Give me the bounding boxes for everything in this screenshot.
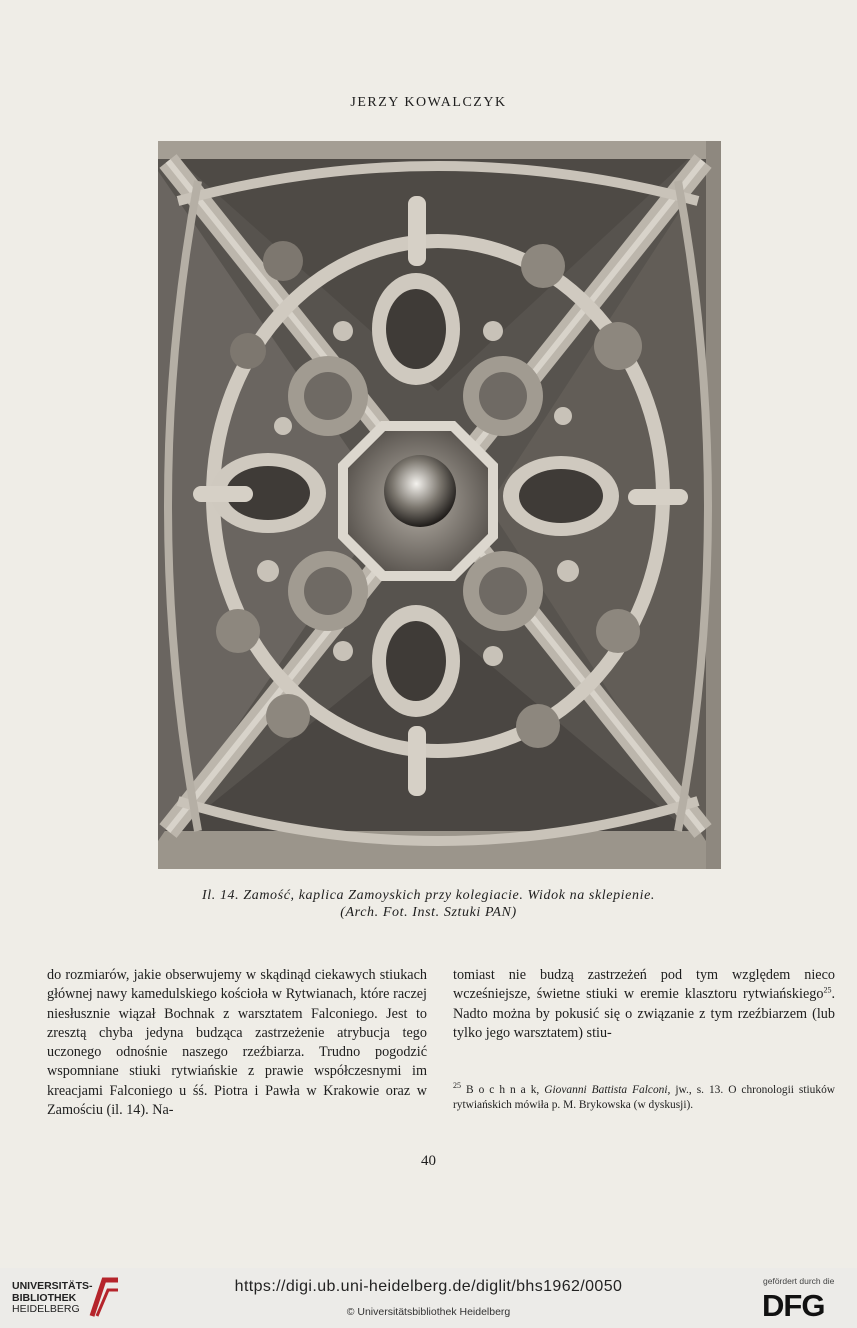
vault-stucco-image [158,141,721,869]
running-head: JERZY KOWALCZYK [350,95,507,110]
permalink-url[interactable]: https://digi.ub.uni-heidelberg.de/diglit/bhs1962/0050 [234,1278,623,1295]
library-name-line-2: BIBLIOTHEK [12,1291,77,1304]
figure-caption [120,887,737,921]
footnote-number: 25 [453,1081,461,1091]
funding-note: gefördert durch die [763,1276,835,1286]
right-column-text-part2: . Nadto można by pokusić się o związanie z tym rzeźbiarzem (lub tylko jego warsztatem) stiu- [453,986,835,1041]
right-column-text [453,966,835,1043]
caption-line-1: Il. 14. Zamość, kaplica Zamoyskich przy kolegiacie. Widok na sklepienie. [202,888,655,903]
left-column [47,966,427,1120]
digitization-footer [0,1268,857,1328]
library-name-line-3: HEIDELBERG [12,1303,80,1315]
dfg-logo: DFG [762,1288,825,1323]
page-number: 40 [421,1153,436,1169]
footnote-title: Giovanni Battista Falconi, [544,1084,671,1096]
footnote-author: B o c h n a k, [466,1084,540,1096]
left-column-text: do rozmiarów, jakie obserwujemy w skądinąd ciekawych stiukach głównej nawy kamedulskiego kościoła w Rytwianach, które raczej niesłusznie wiązał Bochnak z warsztatem Falconiego. Jest to zresztą chyba jedyna budząca zastrzeżenie atrybucja tego uczonego odnośnie naszego rzeźbiarza. Trudno pogodzić wspomniane stiuki rytwiańskie z prawie współczesnymi im kreacjami Falconiego u śś. Piotra i Pawła w Krakowie oraz w Zamościu (il. 14). Na- [47,967,427,1119]
copyright-notice: © Universitätsbibliothek Heidelberg [346,1306,511,1318]
footnote [453,1083,835,1113]
footnote-rest: jw., s. 13. O chronologii stiuków rytwiańskich mówiła p. M. Brykowska (w dyskusji). [453,1084,835,1111]
right-column [453,966,835,1043]
ceiling-photograph [158,141,721,869]
caption-line-2: (Arch. Fot. Inst. Sztuki PAN) [340,905,517,920]
library-name-line-1: UNIVERSITÄTS- [12,1280,93,1292]
footnote-reference: 25 [823,985,832,995]
right-column-text-part1: tomiast nie budzą zastrzeżeń pod tym względem nieco wcześniejsze, świetne stiuki w eremie klasztoru rytwiańskiego [453,967,835,1003]
